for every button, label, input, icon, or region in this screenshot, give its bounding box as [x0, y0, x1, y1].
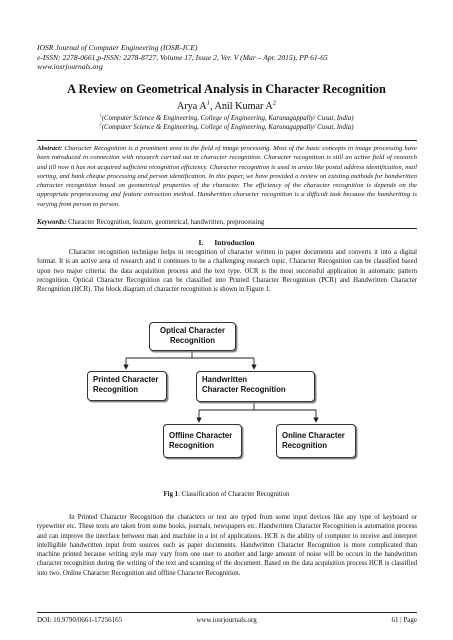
author-1-sup: 1	[206, 99, 210, 107]
abstract	[37, 144, 417, 209]
section-heading: I. Introduction	[198, 238, 255, 247]
node-online-character-recognition: Online Character Recognition	[276, 424, 356, 458]
footer-doi: DOI: 10.9790/0661-17256165	[37, 616, 123, 624]
journal-website: www.iosrjournals.org	[37, 62, 103, 72]
author-separator: ,	[209, 101, 215, 112]
abstract-label: Abstract:	[37, 145, 63, 152]
paper-title: A Review on Geometrical Analysis in Character Recognition	[67, 82, 386, 96]
journal-name: IOSR Journal of Computer Engineering (IOSR-JCE)	[37, 43, 198, 52]
author-2-sup: 2	[272, 99, 277, 107]
footer-rule	[37, 612, 417, 613]
author-1: Arya A	[176, 101, 207, 112]
footer-page: 61 | Page	[391, 616, 417, 624]
figure-caption-label: Fig 1	[163, 491, 179, 498]
intro-paragraph-2: In Printed Character Recognition the characters or text are typed from some input devices like any type of keyboard or typewriter etc. These texts are taken from some books, journals, newspapers etc. Handwritten Character Recognition is automation process and can improve the interface between man and machine in a lot of applications. HCR is the ability of computer to receive and interpret intelligible handwritten input from sources such as paper documents. Handwritten Character Recognition is more complicated than machine printed because writing style may vary from one user to another and large amount of noise will be occurs in the handwritten character recognition during the writing of the text and scanning of the document. Based on the data acquisition process HCR is classified into two. Online Character Recognition and offline Character Recognition.	[37, 514, 417, 577]
affiliations	[0, 114, 453, 132]
figure-caption	[0, 491, 453, 498]
journal-issn: e-ISSN: 2278-0661,p-ISSN: 2278-8727, Volume 17, Issue 2, Ver. V (Mar – Apr. 2015), PP 61-65	[37, 52, 328, 62]
journal-header	[37, 43, 427, 72]
node-handwritten-character-recognition: Handwritten Character Recognition	[196, 371, 315, 402]
affiliation-2: $^2$(Computer Science & Engineering, College of Engineering, Karunagappally/ Cusat, India)	[99, 121, 354, 132]
author-2: Anil Kumar A	[214, 101, 273, 112]
affiliation-1: $^1$(Computer Science & Engineering, College of Engineering, Karunagappally/ Cusat, India)	[99, 112, 354, 122]
figure-caption-text: : Classification of Character Recognition	[178, 491, 290, 498]
keywords	[37, 218, 417, 227]
node-printed-character-recognition: Printed Character Recognition	[87, 371, 167, 401]
footer-website: www.iosrjournals.org	[196, 616, 257, 624]
abstract-text: Character Recognition is a prominent area in the field of image processing. Most of the basic concepts in image processing have been introduced in connection with research carried out in character recognition. Character recognition is still an active field of research and till now it has not acquired sufficient recognition efficiency. Character recognition is used in areas like postal address identification, mail sorting, and bank cheque processing and person identification. In this paper, we have provided a review on existing methods for handwritten character recognition based on geometrical properties of the character. The efficiency of the character recognition is depends on the appropriate preprocessing and feature extraction method. Handwritten character recognition is a difficult task because the handwriting is varying from person to person.	[37, 145, 417, 208]
keywords-label: Keywords:	[37, 219, 67, 226]
intro-paragraph-1: Character recognition technique helps in recognition of character written in paper documents and converts it into a digital format. It is an active area of research and it continues to be a challenging research topic. Character Recognition can be classified based upon two major criteria: the data acquisition process and the text type. OCR is the most successful application in automatic pattern recognition. Optical Character Recognition can be classified into Printed Character Recognition (PCR) and Handwritten Character Recognition (HCR). The block diagram of character recognition is shown in Figure 1.	[37, 249, 417, 294]
abstract-top-rule	[37, 140, 417, 141]
keywords-text: Character Recognition, feature, geometrical, handwritten, preprocessing	[66, 219, 265, 226]
authors	[0, 101, 453, 112]
keywords-bottom-rule	[37, 228, 417, 229]
node-offline-character-recognition: Offline Character Recognition	[163, 424, 242, 458]
node-optical-character-recognition: Optical Character Recognition	[149, 322, 236, 351]
